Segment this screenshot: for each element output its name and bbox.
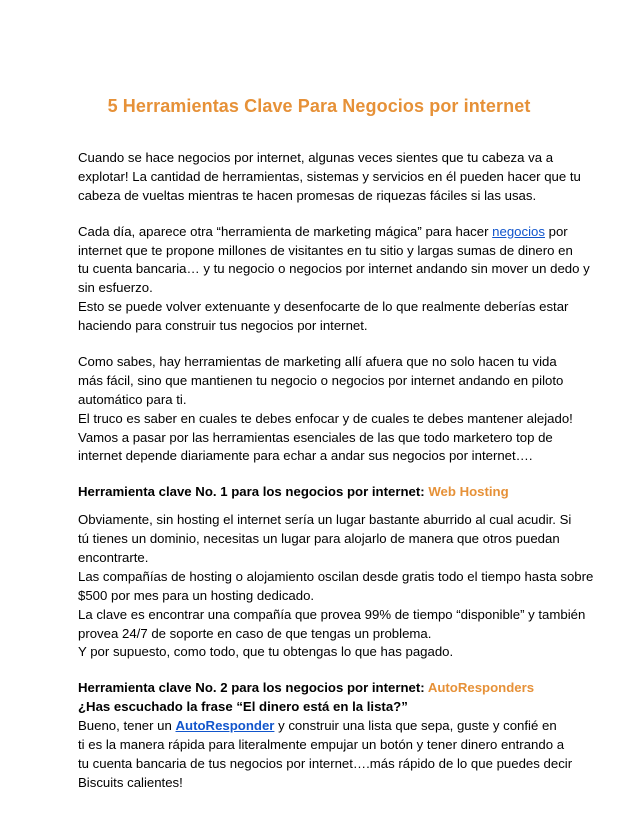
web-hosting-label: Web Hosting	[428, 484, 509, 500]
paragraph-2-line: tu cuenta bancaria… y tu negocio o negocios por internet andando sin mover un dedo y	[78, 261, 590, 277]
paragraph-2-line: internet que te propone millones de visitantes en tu sitio y largas sumas de dinero en	[78, 242, 573, 258]
paragraph-2-line: haciendo para construir tus negocios por internet.	[78, 318, 368, 334]
section-2-line: Biscuits calientes!	[78, 774, 183, 790]
section-1-line: Y por supuesto, como todo, que tu obtengas lo que has pagado.	[78, 644, 454, 660]
section-2-line: tu cuenta bancaria de tus negocios por internet….más rápido de lo que puedes decir	[78, 755, 573, 771]
section-1-heading	[78, 483, 564, 502]
text-span: Bueno, tener un	[78, 718, 176, 734]
paragraph-3-line: más fácil, sino que mantienen tu negocio o negocios por internet andando en piloto	[78, 372, 564, 388]
negocios-link[interactable]: negocios	[492, 223, 545, 239]
paragraph-3-line: internet depende diariamente para echar a andar sus negocios por internet….	[78, 448, 533, 464]
section-2-line	[78, 717, 564, 736]
section-1-line: Obviamente, sin hosting el internet sería un lugar bastante aburrido al cual acudir. Si	[78, 512, 572, 528]
section-1-line: Las compañías de hosting o alojamiento oscilan desde gratis todo el tiempo hasta sobre	[78, 568, 594, 584]
section-2-heading	[78, 679, 564, 698]
autoresponder-link[interactable]: AutoResponder	[175, 718, 275, 734]
section-1-line: La clave es encontrar una compañía que provea 99% de tiempo “disponible” y también	[78, 606, 586, 622]
section-1-line: $500 por mes para un hosting dedicado.	[78, 587, 315, 603]
paragraph-2-line	[78, 223, 568, 242]
section-2-subheading: ¿Has escuchado la frase “El dinero está en la lista?”	[78, 699, 408, 715]
text-span: y construir una lista que sepa, guste y confié en	[274, 718, 557, 734]
paragraph-1-line: cabeza de vueltas mientras te hacen promesas de riquezas fáciles si las usas.	[78, 187, 537, 203]
paragraph-3-line: automático para ti.	[78, 391, 187, 407]
paragraph-3-line: Vamos a pasar por las herramientas esenciales de las que todo marketero top de	[78, 429, 553, 445]
document-title: 5 Herramientas Clave Para Negocios por internet	[107, 96, 531, 116]
document-body	[78, 149, 594, 793]
section-1-line: encontrarte.	[78, 550, 149, 566]
paragraph-3-line: Como sabes, hay herramientas de marketing allí afuera que no solo hacen tu vida	[78, 354, 557, 370]
paragraph-1-line: Cuando se hace negocios por internet, algunas veces sientes que tu cabeza va a	[78, 150, 554, 165]
text-span: por	[544, 223, 568, 239]
text-span: Cada día, aparece otra “herramienta de marketing mágica” para hacer	[78, 223, 493, 239]
paragraph-3-line: El truco es saber en cuales te debes enfocar y de cuales te debes mantener alejado!	[78, 410, 573, 426]
section-2-line: ti es la manera rápida para literalmente empujar un botón y tener dinero entrando a	[78, 737, 565, 753]
paragraph-1-line: explotar! La cantidad de herramientas, sistemas y servicios en él pueden hacer que tu	[78, 168, 581, 184]
section-1-line: provea 24/7 de soporte en caso de que tengas un problema.	[78, 625, 432, 641]
heading-prefix: Herramienta clave No. 2 para los negocios por internet:	[78, 680, 428, 696]
section-1-line: tú tienes un dominio, necesitas un lugar para alojarlo de manera que otros puedan	[78, 531, 560, 547]
paragraph-2-line: sin esfuerzo.	[78, 280, 153, 296]
paragraph-2-line: Esto se puede volver extenuante y desenfocarte de lo que realmente deberías estar	[78, 299, 569, 315]
heading-prefix: Herramienta clave No. 1 para los negocios por internet:	[78, 484, 429, 500]
autoresponders-label: AutoResponders	[427, 680, 535, 696]
